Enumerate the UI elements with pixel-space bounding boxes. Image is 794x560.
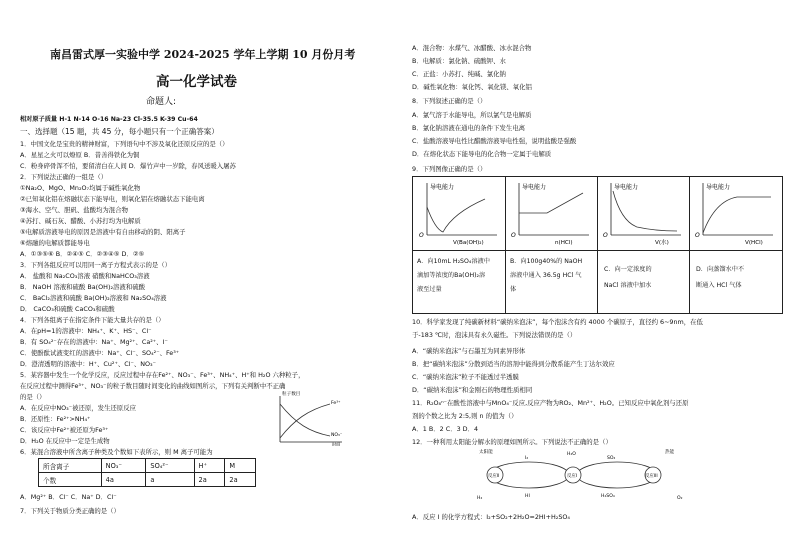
- reaction-label: 反应I: [567, 474, 578, 479]
- graph-cell-d: [689, 177, 783, 250]
- table-cell: M: [225, 459, 256, 473]
- question-line: A．反应 I 的化学方程式：I₂+SO₂+2H₂O=2HI+H₂SO₄: [412, 513, 570, 521]
- question-line: A．氯气溶于水能导电，所以氯气是电解质: [412, 111, 532, 119]
- question-line: D．H₂O 在反应中一定是生成物: [20, 437, 110, 445]
- option-cell-c: [597, 250, 690, 314]
- question-line: B．把“碳纳米泡沫”分散到适当的溶剂中能得到分散系能产生丁达尔效应: [412, 360, 615, 368]
- graph-xlabel: V(HCl): [745, 240, 763, 246]
- conductivity-graph-d: [689, 177, 782, 250]
- question-line: C．盐酸溶液导电性比醋酸溶液导电性强，说明盐酸是强酸: [412, 137, 577, 145]
- option-line: 滴加等浓度的Ba(OH)₂溶: [417, 272, 486, 279]
- question-line: 在反应过程中测得Fe³⁺、NO₃⁻的粒子数目随时间变化的曲线如图所示，下列有关判断中不正确: [20, 382, 286, 390]
- question-line: B．有 SO₄²⁻存在的溶液中：Na⁺、Mg²⁺、Ca²⁺、I⁻: [20, 338, 168, 346]
- particle-count-graph: [270, 390, 344, 446]
- question-line: ④苏打、碱石灰、醋酸、小苏打均为电解质: [20, 217, 141, 225]
- table-cell: 2a: [194, 473, 225, 487]
- option-line: 体: [510, 286, 517, 293]
- graph-title: 导电能力: [614, 184, 639, 191]
- question-line: A．①③⑤⑥ B．②④⑤ C．②③④⑤ D．②⑤: [20, 250, 145, 258]
- author-label: 命题人:: [146, 97, 177, 107]
- conductivity-graph-a: [413, 177, 505, 250]
- species-label: H₂SO₄: [601, 494, 615, 499]
- question-line: 2．下列说法正确的一组是（）: [20, 173, 108, 181]
- graph-cell-c: [597, 177, 690, 250]
- species-label: I₂: [525, 456, 529, 461]
- table-row: [39, 473, 256, 487]
- subject-title: 高一化学试卷: [156, 74, 237, 90]
- question-line: ①Na₂O、MgO、Mn₂O₇均属于碱性氧化物: [20, 184, 141, 192]
- section-heading: 一、选择题（15 题，共 45 分，每小题只有一个正确答案）: [20, 127, 219, 136]
- question-line: D．碱性氧化物：氧化钙、氧化镁、氧化铝: [412, 83, 532, 91]
- origin-label: O: [419, 232, 424, 239]
- question-line: 8．下列叙述正确的是（）: [412, 97, 487, 105]
- graph-title: 导电能力: [430, 184, 455, 191]
- question-line: 10．科学家发现了纯碳新材料“碳纳米泡沫”，每个泡沫含有约 4000 个碳原子，直径约 6~9nm，在低: [412, 318, 703, 326]
- question-line: A．星星之火可以燎原 B．昔善得铁化为铜: [20, 151, 140, 159]
- option-line: 溶液中通入 36.5g HCl 气: [510, 272, 582, 279]
- option-line: B．向100g40%的 NaOH: [510, 258, 583, 265]
- question-line: A． 盐酸和 Na₂CO₃溶液 硝酸和NaHCO₃溶液: [20, 272, 150, 280]
- question-line: ⑥熔融的电解质都能导电: [20, 239, 90, 247]
- series-a-label: Fe³⁺: [331, 401, 341, 406]
- conductivity-graph-c: [597, 177, 689, 250]
- question-line: 5．某容器中发生一个化学反应，反应过程中存在Fe²⁺、NO₃⁻、Fe³⁺、NH₄⁺、H⁺和 H₂O 六种粒子，: [20, 371, 305, 379]
- graph-xlabel: n(HCl): [555, 240, 573, 246]
- school-title: 南昌雷式厚一实验中学 2024-2025 学年上学期 10 月份月考: [50, 48, 356, 61]
- question-line: A．“碳纳米泡沫”与石墨互为同素异形体: [412, 347, 526, 355]
- question-line: 12．一种利用太阳能分解水的原理如图所示。下列说法不正确的是（）: [412, 438, 612, 446]
- question-line: B．电解质：氯化钠、硫酸钾、水: [412, 57, 506, 65]
- graph-xlabel: V(水): [655, 240, 669, 246]
- origin-label: O: [695, 232, 700, 239]
- reaction-label: 反应II: [488, 474, 500, 479]
- species-label: O₂: [677, 496, 683, 501]
- graph-curve: [703, 197, 771, 233]
- water-splitting-diagram: [477, 447, 717, 507]
- species-label: H₂O: [567, 452, 576, 457]
- table-cell: H⁺: [194, 459, 225, 473]
- table-cell: NO₃⁻: [101, 459, 146, 473]
- option-line: C．向一定浓度的: [604, 266, 652, 273]
- graph-ylabel: 粒子数目: [282, 392, 301, 397]
- table-cell: 所含离子: [39, 459, 102, 473]
- question-line: ⑤电解质溶液导电的原因是溶液中有自由移动的阴、阳离子: [20, 228, 186, 236]
- species-label: HI: [525, 494, 530, 499]
- option-line: NaCl 溶液中加水: [604, 282, 652, 289]
- question-line: 7．下列关于物质分类正确的是（）: [20, 507, 120, 515]
- table-cell: 4a: [101, 473, 146, 487]
- question-line: A．混合物：水煤气、冰醋酸、冰水混合物: [412, 44, 532, 52]
- graph-curve: [613, 191, 677, 231]
- series-b-label: NO₃⁻: [331, 433, 343, 438]
- table-cell: SO₄²⁻: [146, 459, 194, 473]
- ion-table: [38, 458, 256, 487]
- table-row: [39, 459, 256, 473]
- question-line: B．氯化钠溶液在通电的条件下发生电离: [412, 124, 526, 132]
- option-line: A．向10mL H₂SO₄溶液中: [417, 258, 490, 265]
- question-line: A．1 B．2 C．3 D．4: [412, 425, 479, 433]
- question-line: A．Mg²⁺ B．Cl⁻ C．Na⁺ D．Cl⁻: [20, 493, 117, 501]
- graph-title: 导电能力: [706, 184, 731, 191]
- energy-label: 太阳能: [479, 450, 493, 455]
- question-line: ②已知氧化铝在熔融状态下能导电，则氧化铝在熔融状态下能电离: [20, 195, 205, 203]
- graph-xlabel: V(Ba(OH)₂): [453, 240, 484, 246]
- question-line: 11．R₂O₈ⁿ⁻在酸性溶液中与MnO₄⁻反应,反应产物为RO₂、Mn²⁺、H₂O。已知反应中氧化剂与还原: [412, 399, 689, 407]
- question-line: 6．某混合溶液中所含离子种类及个数如下表所示，则 M 离子可能为: [20, 448, 213, 456]
- question-line: D． CaCO₃和硫酸 CaCO₃和硫酸: [20, 305, 115, 313]
- question-line: C．“碳纳米泡沫”粒子不能透过半透膜: [412, 373, 519, 381]
- graph-title: 导电能力: [522, 184, 547, 191]
- curve-b: [280, 404, 330, 436]
- option-line: 液至过量: [417, 286, 442, 293]
- origin-label: O: [511, 232, 516, 239]
- table-cell: 2a: [225, 473, 256, 487]
- question-line: D．“碳纳米泡沫”和金刚石的物理性质相同: [412, 386, 533, 394]
- option-cell-d: [689, 250, 783, 314]
- question-line: B． NaOH 溶液和硫酸 Ba(OH)₂溶液和硫酸: [20, 283, 145, 291]
- question-line: 9．下列图像正确的是（）: [412, 165, 487, 173]
- question-line: C．粉身碎骨浑不怕，要留清白在人间 D．爆竹声中一岁除，春风送暖入屠苏: [20, 162, 236, 170]
- question-line: 的是（）: [20, 393, 46, 401]
- graph-cell-b: [505, 177, 598, 250]
- question-line: D．澄清透明的溶液中：H⁺、Cu²⁺、Cl⁻、NO₃⁻: [20, 360, 156, 368]
- question-line: ③海水、空气、胆矾、盐酸均为混合物: [20, 206, 128, 214]
- question-line: C．正盐：小苏打、纯碱、氯化钠: [412, 70, 506, 78]
- option-cell-b: [505, 250, 598, 314]
- question-line: 3．下列各组反应可以用同一离子方程式表示的是（）: [20, 261, 172, 269]
- question-line: B．还原性：Fe²⁺>NH₄⁺: [20, 415, 91, 423]
- atomic-mass-line: 相对原子质量 H-1 N-14 O-16 Na-23 Cl-35.5 K-39 Cu-64: [20, 116, 198, 123]
- species-label: SO₂: [607, 456, 616, 461]
- curve-a: [280, 404, 330, 438]
- graph-cell-a: [413, 177, 506, 250]
- question-line: C．使酚酞试液变红的溶液中：Na⁺、Cl⁻、SO₄²⁻、Fe³⁺: [20, 349, 180, 357]
- species-label: H₂: [477, 496, 483, 501]
- question-line: A．在pH=1的溶液中：NH₄⁺、K⁺、HS⁻、Cl⁻: [20, 327, 152, 335]
- table-cell: a: [146, 473, 194, 487]
- question-line: D．在熔化状态下能导电的化合物一定属于电解质: [412, 150, 552, 158]
- option-cell-a: [413, 250, 505, 314]
- graph-xlabel: 时间: [332, 442, 341, 446]
- question-line: 1．中国文化是宝贵的精神财富，下列语句中不涉及氧化还原反应的是（）: [20, 140, 229, 148]
- question-line: C．该反应中Fe²⁺被还原为Fe³⁺: [20, 426, 109, 434]
- question-line: 4．下列各组离子在指定条件下能大量共存的是（）: [20, 316, 165, 324]
- question-line: C． BaCl₂溶液和硫酸 Ba(OH)₂溶液和 Na₂SO₄溶液: [20, 294, 167, 302]
- energy-label: 热能: [665, 450, 675, 455]
- option-line: 断通入 HCl 气体: [696, 282, 742, 289]
- table-cell: 个数: [39, 473, 102, 487]
- graph-curve: [427, 199, 485, 232]
- question-line: 剂的个数之比为 2:5,则 n 的值为（）: [412, 412, 518, 420]
- option-line: D．向蒸馏水中不: [696, 266, 745, 273]
- conductivity-graph-b: [505, 177, 597, 250]
- origin-label: O: [603, 232, 608, 239]
- graph-curve: [519, 193, 583, 213]
- conductivity-graphs-grid: [412, 176, 783, 314]
- question-line: A．在反应中NO₃⁻被还原，发生还原反应: [20, 404, 136, 412]
- reaction-label: 反应III: [645, 474, 658, 479]
- question-line: 于-183 ℃时，泡沫具有永久磁性。下列说法错误的是（）: [412, 331, 577, 339]
